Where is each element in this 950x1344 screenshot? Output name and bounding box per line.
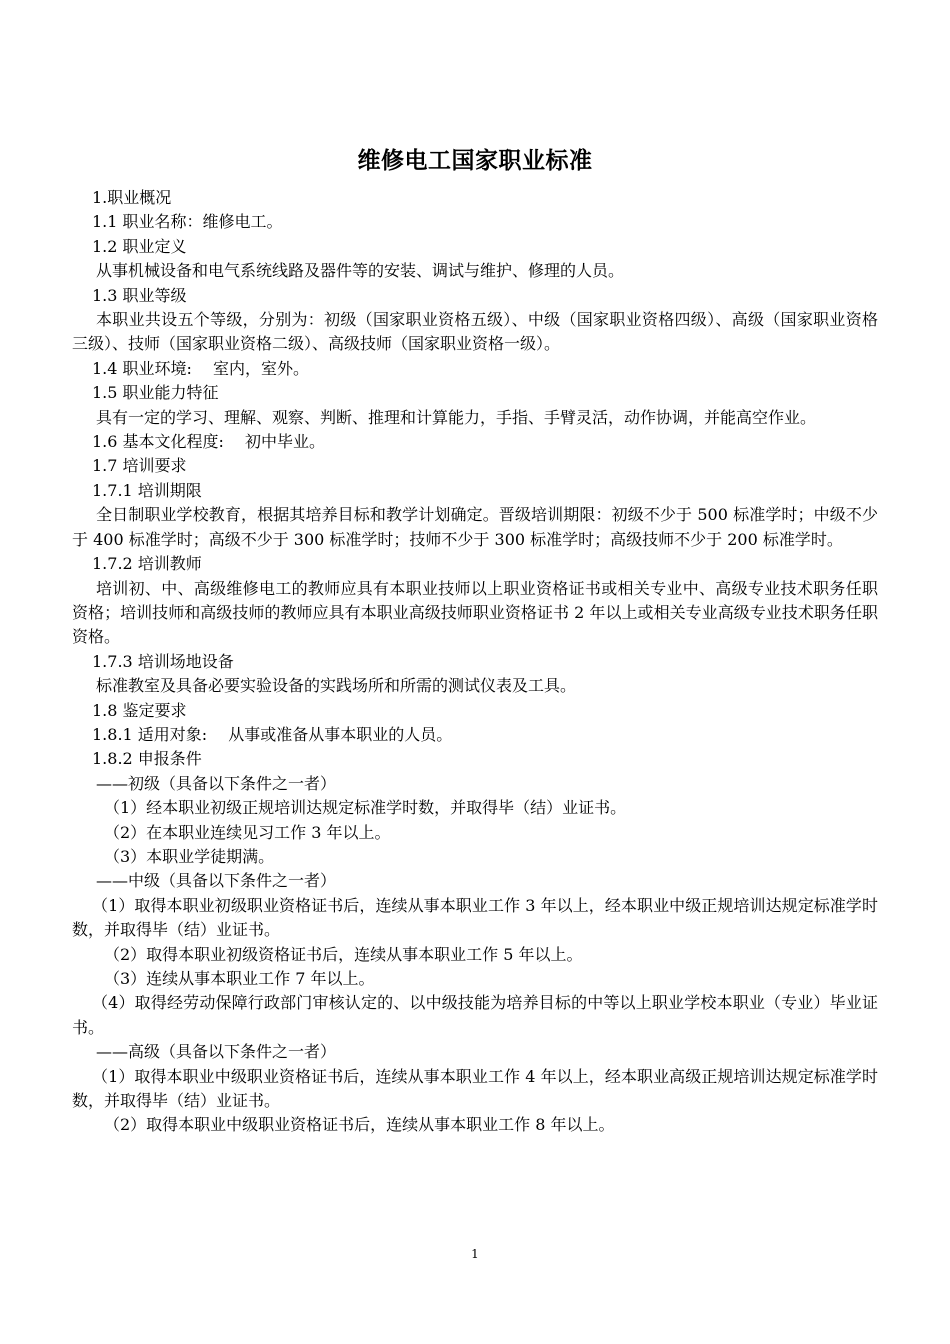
document-paragraph: 1.8 鉴定要求	[92, 700, 187, 720]
document-paragraph: （3）本职业学徒期满。	[104, 846, 275, 866]
document-paragraph: ——高级（具备以下条件之一者）	[96, 1042, 337, 1062]
document-paragraph: 1.8.2 申报条件	[92, 749, 202, 769]
document-paragraph: （1）经本职业初级正规培训达规定标准学时数，并取得毕（结）业证书。	[104, 798, 627, 818]
document-title: 维修电工国家职业标准	[357, 148, 593, 174]
document-paragraph: 1.7.1 培训期限	[92, 480, 202, 500]
document-paragraph: ——初级（具备以下条件之一者）	[96, 773, 337, 793]
document-paragraph: 1.8.1 适用对象: 从事或准备从事本职业的人员。	[92, 724, 453, 744]
document-paragraph: （1）取得本职业初级职业资格证书后，连续从事本职业工作 3 年以上，经本职业中级正规培训达规定标准学时数，并取得毕（结）业证书。	[72, 895, 878, 940]
document-paragraph: 1.4 职业环境: 室内，室外。	[92, 358, 310, 378]
document-paragraph: （2）取得本职业初级资格证书后，连续从事本职业工作 5 年以上。	[104, 944, 583, 964]
document-paragraph: 1.2 职业定义	[92, 236, 187, 256]
document-paragraph: 1.5 职业能力特征	[92, 383, 219, 403]
document-paragraph: （2）在本职业连续见习工作 3 年以上。	[104, 822, 391, 842]
document-paragraph: 1.1 职业名称：维修电工。	[92, 212, 283, 232]
document-paragraph: 1.6 基本文化程度: 初中毕业。	[92, 432, 326, 452]
document-paragraph: 标准教室及具备必要实验设备的实践场所和所需的测试仪表及工具。	[96, 676, 577, 696]
document-paragraph: 从事机械设备和电气系统线路及器件等的安装、调试与维护、修理的人员。	[96, 261, 625, 281]
document-paragraph: （2）取得本职业中级职业资格证书后，连续从事本职业工作 8 年以上。	[104, 1115, 615, 1135]
document-paragraph: 1.7.2 培训教师	[92, 554, 202, 574]
document-body	[72, 186, 878, 1138]
document-paragraph: 培训初、中、高级维修电工的教师应具有本职业技师以上职业资格证书或相关专业中、高级专业技术职务任职资格；培训技师和高级技师的教师应具有本职业高级技师职业资格证书 2 年以上或相关专业高级专业技术职务任职资格。	[72, 578, 878, 647]
document-paragraph: （3）连续从事本职业工作 7 年以上。	[104, 969, 375, 988]
document-paragraph: 具有一定的学习、理解、观察、判断、推理和计算能力，手指、手臂灵活，动作协调，并能高空作业。	[96, 407, 817, 427]
document-paragraph: （4）取得经劳动保障行政部门审核认定的、以中级技能为培养目标的中等以上职业学校本职业（专业）毕业证书。	[72, 993, 878, 1037]
document-paragraph: 1.3 职业等级	[92, 285, 187, 305]
document-paragraph: 1.7.3 培训场地设备	[92, 651, 234, 671]
document-paragraph: （1）取得本职业中级职业资格证书后，连续从事本职业工作 4 年以上，经本职业高级正规培训达规定标准学时数，并取得毕（结）业证书。	[72, 1066, 878, 1111]
document-paragraph: 1.7 培训要求	[92, 456, 187, 476]
document-paragraph: 1.职业概况	[92, 188, 172, 207]
document-paragraph: ——中级（具备以下条件之一者）	[96, 871, 337, 891]
document-paragraph: 全日制职业学校教育，根据其培养目标和教学计划确定。晋级培训期限：初级不少于 500 标准学时；中级不少于 400 标准学时；高级不少于 300 标准学时；技师不少于 300 标准学时；高级技师不少于 200 标准学时。	[72, 505, 878, 549]
page-number: 1	[471, 1247, 479, 1261]
document-paragraph: 本职业共设五个等级，分别为：初级（国家职业资格五级）、中级（国家职业资格四级）、高级（国家职业资格三级）、技师（国家职业资格二级）、高级技师（国家职业资格一级）。	[72, 310, 878, 354]
